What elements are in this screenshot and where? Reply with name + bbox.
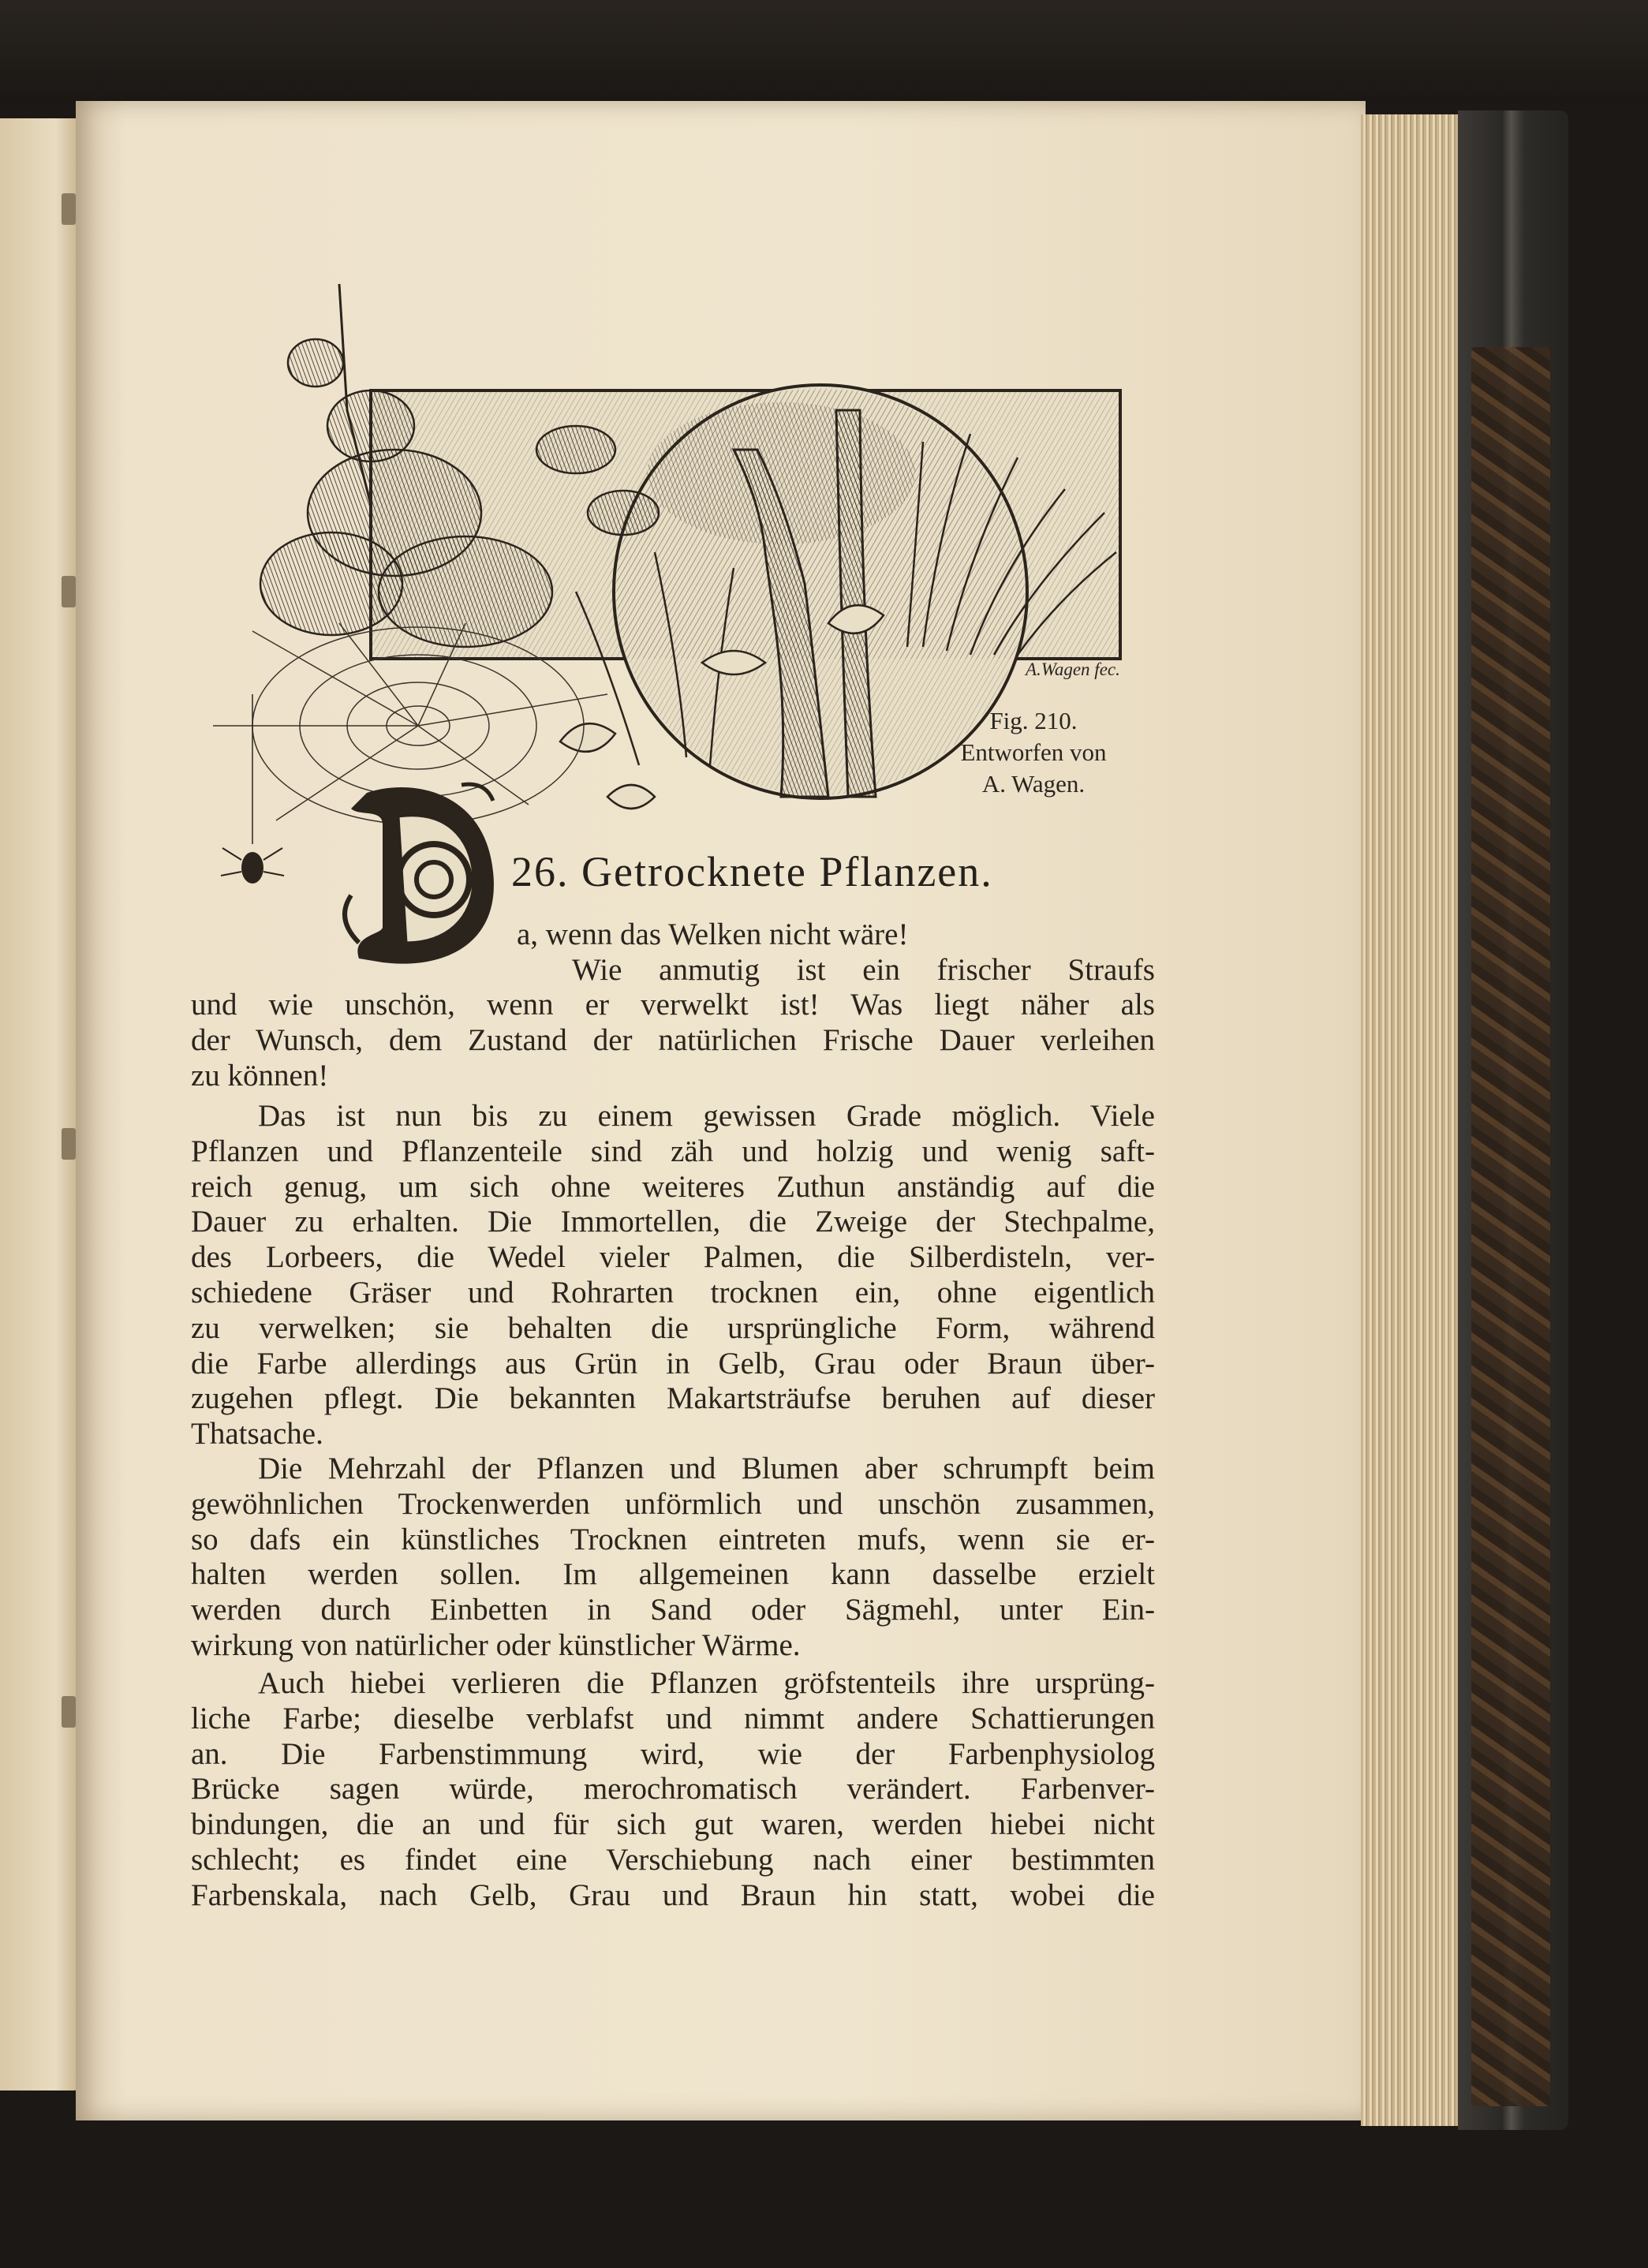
paragraph-3 <box>191 1452 1155 1664</box>
text-line: und wie unschön, wenn er verwelkt ist! Was liegt näher als <box>191 988 1155 1022</box>
page-fore-edge <box>1361 114 1459 2126</box>
text-line: zu können! <box>191 1058 329 1093</box>
left-page-edge <box>0 118 79 2091</box>
caption-figure-number: Fig. 210. <box>989 707 1078 734</box>
text-line: Das ist nun bis zu einem gewissen Grade möglich. Viele <box>258 1099 1155 1133</box>
stitch <box>62 193 76 225</box>
text-line: Pflanzen und Pflanzenteile sind zäh und holzig und wenig saft- <box>191 1134 1155 1168</box>
text-line: der Wunsch, dem Zustand der natürlichen Frische Dauer verleihen <box>191 1022 1155 1057</box>
text-line: schiedene Gräser und Rohrarten trocknen ein, ohne eigentlich <box>191 1275 1155 1310</box>
paragraph-4 <box>191 1666 1155 1914</box>
text-line: Brücke sagen würde, merochromatisch verändert. Farbenver- <box>191 1772 1155 1807</box>
text-line: an. Die Farbenstimmung wird, wie der Farbenphysiolog <box>191 1736 1155 1771</box>
cover-marbling <box>1471 347 1550 2106</box>
text-line: schlecht; es findet eine Verschiebung nach einer bestimmten <box>191 1842 1155 1877</box>
figure-caption <box>923 705 1144 800</box>
section-heading: 26. Getrocknete Pflanzen. <box>511 848 993 895</box>
stitch <box>62 576 76 607</box>
text-line: liche Farbe; dieselbe verblafst und nimmt andere Schattierungen <box>191 1701 1155 1736</box>
botanical-vignette-illustration <box>134 252 1160 939</box>
book-binding-top <box>0 0 1648 103</box>
text-line: Thatsache. <box>191 1417 323 1452</box>
text-line: Farbenskala, nach Gelb, Grau und Braun hin statt, wobei die <box>191 1878 1155 1912</box>
illustration-signature: A.Wagen fec. <box>1026 659 1120 679</box>
text-line: zu verwelken; sie behalten die ursprüngliche Form, während <box>191 1310 1155 1345</box>
caption-author: A. Wagen. <box>981 770 1086 798</box>
caption-credit: Entworfen von <box>960 738 1107 766</box>
text-line: zugehen pflegt. Die bekannten Makartsträufse beruhen auf dieser <box>191 1381 1155 1416</box>
text-line: Auch hiebei verlieren die Pflanzen gröfstenteils ihre ursprüng- <box>258 1666 1155 1700</box>
stitch <box>62 1128 76 1160</box>
text-line: bindungen, die an und für sich gut waren, werden hiebei nicht <box>191 1807 1155 1842</box>
text-line: werden durch Einbetten in Sand oder Sägmehl, unter Ein- <box>191 1593 1155 1627</box>
ornamental-drop-cap <box>335 777 509 974</box>
text-line: so dafs ein künstliches Trocknen eintreten mufs, wenn sie er- <box>191 1522 1155 1556</box>
text-line: wirkung von natürlicher oder künstlicher Wärme. <box>191 1627 801 1662</box>
text-line: Die Mehrzahl der Pflanzen und Blumen aber schrumpft beim <box>258 1452 1155 1485</box>
text-line: die Farbe allerdings aus Grün in Gelb, Grau oder Braun über- <box>191 1346 1155 1381</box>
text-line: des Lorbeers, die Wedel vieler Palmen, die Silberdisteln, ver- <box>191 1240 1155 1275</box>
text-line: Wie anmutig ist ein frischer Straufs <box>572 953 1155 987</box>
text-line: reich genug, um sich ohne weiteres Zuthun anständig auf die <box>191 1169 1155 1204</box>
paragraph-1-continued <box>191 988 1155 1093</box>
stitch <box>62 1696 76 1728</box>
text-line: halten werden sollen. Im allgemeinen kann dasselbe erzielt <box>191 1557 1155 1592</box>
text-line: a, wenn das Welken nicht wäre! <box>517 917 909 951</box>
paragraph-2 <box>191 1099 1155 1452</box>
text-line: gewöhnlichen Trockenwerden unförmlich und unschön zusammen, <box>191 1486 1155 1521</box>
text-line: Dauer zu erhalten. Die Immortellen, die Zweige der Stechpalme, <box>191 1205 1155 1239</box>
